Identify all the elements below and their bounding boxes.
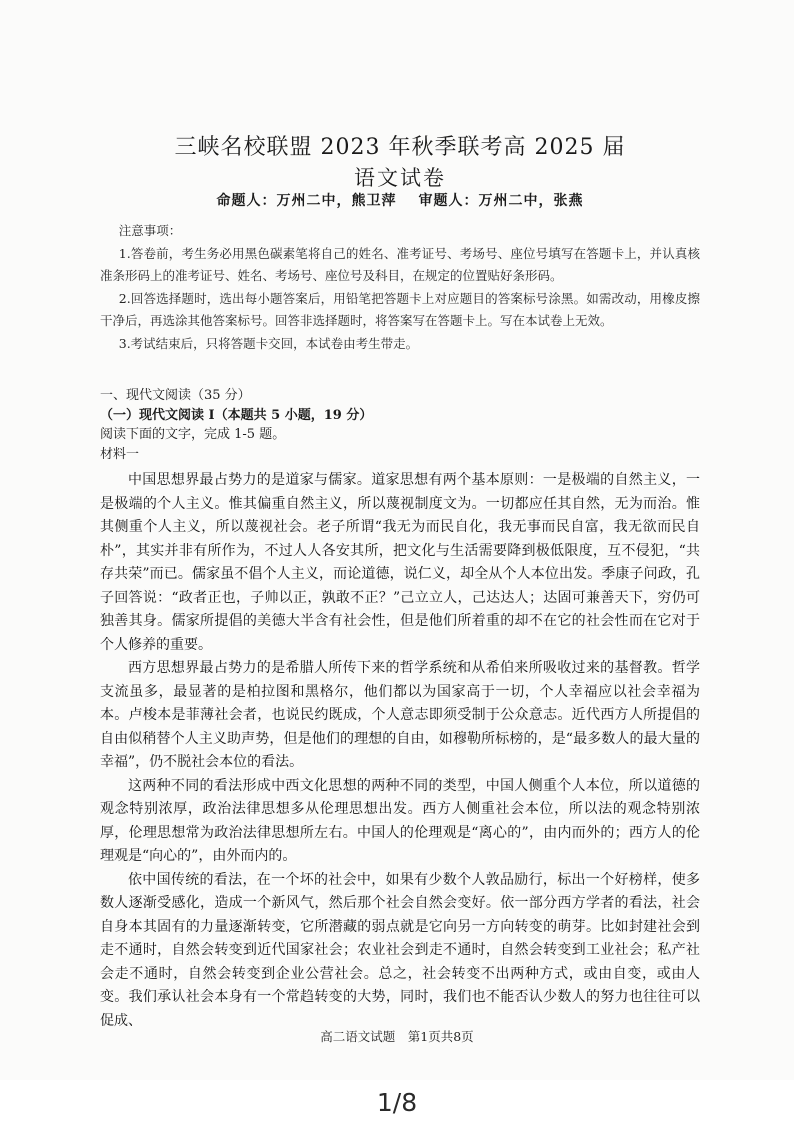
notes-item: 3.考试结束后，只将答题卡交回，本试卷由考生带走。 [118,335,419,351]
passage-paragraph: 这两种不同的看法形成中西文化思想的两种不同的类型，中国人侧重个人本位，所以道德的观念特别浓厚，政治法律思想多从伦理思想出发。西方人侧重社会本位，所以法的观念特别浓厚，伦理思想常为政治法律思想所左右。中国人的伦理观是“离心的”，由内而外的；西方人的伦理观是“向心的”，由外而内的。 [100,777,700,864]
page-footer: 高二语文试题 第1页共8页 [320,1029,474,1044]
passage-paragraph: 中国思想界最占势力的是道家与儒家。道家思想有两个基本原则：一是极端的自然主义，一是极端的个人主义。惟其偏重自然主义，所以蔑视制度文为。一切都应任其自然，无为而治。惟其侧重个人主义，所以蔑视社会。老子所谓“我无为而民自化，我无事而民自富，我无欲而民自朴”，其实并非有所作为，不过人人各安其所，把文化与生活需要降到极低限度，互不侵犯，“共存共荣”而已。儒家虽不倡个人主义，而论道德，说仁义，却全从个人本位出发。季康子问政，孔子回答说：“政者正也，子帅以正，孰敢不正？”己立立人，己达达人；达固可兼善天下，穷仍可独善其身。儒家所提倡的美德大半含有社会性，但是他们所着重的却不在它的社会性而在它对于个人修养的重要。 [100,472,700,653]
exam-subtitle: 语文试卷 [354,166,446,190]
instruction: 阅读下面的文字，完成 1-5 题。 [100,427,286,442]
section-header [100,386,700,464]
viewer-page-indicator-bar [0,1080,794,1123]
author-reviewer: 审题人：万州二中，张燕 [418,193,584,209]
material-label: 材料一 [100,446,140,462]
notes-item: 1.答卷前，考生务必用黑色碳素笔将自己的姓名、准考证号、考场号、座位号填写在答题卡上，并认真核准条形码上的准考证号、姓名、考场号、座位号及科目，在规定的位置贴好条形码。 [100,245,700,283]
exam-title: 三峡名校联盟 2023 年秋季联考高 2025 届 [174,135,626,160]
reading-passage [100,469,700,1033]
exam-notes [100,220,700,355]
passage-paragraph: 依中国传统的看法，在一个坏的社会中，如果有少数个人敦品励行，标出一个好榜样，使多数人逐渐受感化，造成一个新风气，然后那个社会自然会变好。依一部分西方学者的看法，社会自身本其固有的力量逐渐转变，它所潜藏的弱点就是它向另一方向转变的萌芽。比如封建社会到走不通时，自然会转变到近代国家社会；农业社会到走不通时，自然会转变到工业社会；私产社会走不通时，自然会转变到企业公营社会。总之，社会转变不出两种方式，或由自变，或由人变。我们承认社会本身有一个常趋转变的大势，同时，我们也不能否认少数人的努力也往往可以促成、 [100,871,700,1029]
passage-paragraph: 西方思想界最占势力的是希腊人所传下来的哲学系统和从希伯来所吸收过来的基督教。哲学支流虽多，最显著的是柏拉图和黑格尔，他们都以为国家高于一切，个人幸福应以社会幸福为本。卢梭本是菲薄社会者，也说民约既成，个人意志即须受制于公众意志。近代西方人所提倡的自由似稍替个人主义助声势，但是他们的理想的自由，如穆勒所标榜的，是“最多数人的最大量的幸福”，仍不脱社会本位的看法。 [100,660,700,770]
subsection-heading: （一）现代文阅读 I（本题共 5 小题，19 分） [100,407,373,423]
author-setter: 命题人：万州二中，熊卫萍 [216,193,397,209]
authors-line [100,190,700,210]
notes-item: 2.回答选择题时，选出每小题答案后，用铅笔把答题卡上对应题目的答案标号涂黑。如需改动，用橡皮擦干净后，再选涂其他答案标号。回答非选择题时，将答案写在答题卡上。写在本试卷上无效。 [100,290,700,328]
page-indicator: 1/8 [376,1088,418,1117]
section-heading: 一、现代文阅读（35 分） [100,388,251,403]
notes-heading: 注意事项： [118,223,182,238]
